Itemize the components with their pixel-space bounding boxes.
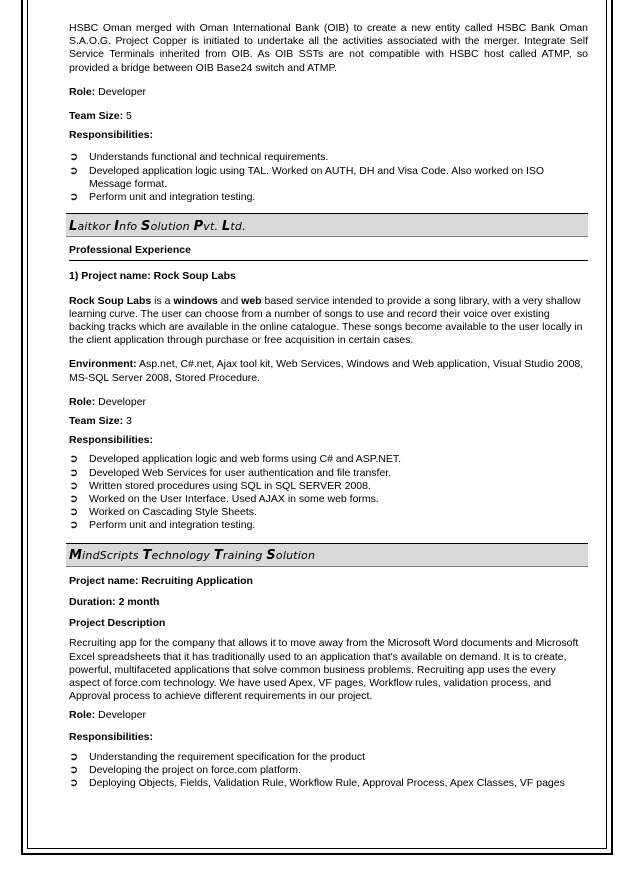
responsibilities-list-2 xyxy=(69,453,588,532)
list-item: ➲ Worked on the User Interface. Used AJAX in some web forms. xyxy=(69,493,379,506)
project-heading-rock-soup: 1) Project name: Rock Soup Labs xyxy=(69,270,236,283)
list-item: ➲ Developing the project on force.com platform. xyxy=(69,763,301,776)
list-item: ➲ Written stored procedures using SQL in SQL SERVER 2008. xyxy=(69,479,371,492)
arrow-bullet-icon: ➲ xyxy=(69,493,79,506)
arrow-bullet-icon: ➲ xyxy=(69,506,79,519)
company-name: Laitkor Info Solution Pvt. Ltd. xyxy=(69,219,246,235)
responsibilities-heading: Responsibilities: xyxy=(69,730,154,743)
intro-paragraph: HSBC Oman merged with Oman International Bank (OIB) to create a new entity called HSBC Bank Oman S.A.O.G. Project Copper is initiated to undertake all the activities associated with the merger. Integrate Self Service Terminals inherited from OIB. As OIB SSTs are not compatible with HSBC host called ATMP, so provided a bridge between OIB Base24 switch and ATMP. xyxy=(69,22,588,74)
company-heading-mindscripts xyxy=(66,543,588,567)
project-description-heading: Project Description xyxy=(69,617,166,630)
team-size-line: Team Size: 5 xyxy=(69,110,132,123)
team-size-line: Team Size: 3 xyxy=(69,415,132,428)
company-name: MindScripts Technology Training Solution xyxy=(69,548,316,564)
list-item: ➲ Understanding the requirement specification for the product xyxy=(69,750,366,763)
role-line: Role: Developer xyxy=(69,395,147,408)
professional-experience-heading: Professional Experience xyxy=(69,244,588,261)
list-item: ➲ Developed Web Services for user authentication and file transfer. xyxy=(69,466,392,479)
responsibilities-list-1 xyxy=(69,151,588,204)
arrow-bullet-icon: ➲ xyxy=(69,479,79,492)
list-item: ➲ Perform unit and integration testing. xyxy=(69,519,256,532)
duration-line: Duration: 2 month xyxy=(69,595,160,608)
list-item: ➲ Developed application logic using TAL. Worked on AUTH, DH and Visa Code. Also worked on ISO Message format. xyxy=(69,164,545,190)
list-item: ➲ Deploying Objects, Fields, Validation Rule, Workflow Rule, Approval Process, Apex Classes, VF pages xyxy=(69,777,565,790)
arrow-bullet-icon: ➲ xyxy=(69,519,79,532)
project-name-recruiting: Project name: Recruiting Application xyxy=(69,574,253,587)
list-item: ➲ Understands functional and technical requirements. xyxy=(69,151,329,164)
list-item: ➲ Perform unit and integration testing. xyxy=(69,191,256,204)
environment-line: Environment: Asp.net, C#.net, Ajax tool kit, Web Services, Windows and Web application, Visual Studio 2008, MS-SQL Server 2008, Stored Procedure. xyxy=(69,358,584,384)
role-line: Role: Developer xyxy=(69,85,147,98)
role-line: Role: Developer xyxy=(69,709,147,722)
arrow-bullet-icon: ➲ xyxy=(69,191,79,204)
arrow-bullet-icon: ➲ xyxy=(69,453,79,466)
arrow-bullet-icon: ➲ xyxy=(69,750,79,763)
responsibilities-heading: Responsibilities: xyxy=(69,434,154,447)
list-item: ➲ Developed application logic and web forms using C# and ASP.NET. xyxy=(69,453,402,466)
arrow-bullet-icon: ➲ xyxy=(69,777,79,790)
responsibilities-heading: Responsibilities: xyxy=(69,129,154,142)
list-item: ➲ Worked on Cascading Style Sheets. xyxy=(69,506,257,519)
arrow-bullet-icon: ➲ xyxy=(69,466,79,479)
arrow-bullet-icon: ➲ xyxy=(69,164,79,177)
project-description: Recruiting app for the company that allows it to move away from the Microsoft Word documents and Microsoft Excel spreadsheets that it has traditionally used to an application that's available on demand. It is to create, powerful, multifaceted applications that solve common business problems. Recruiting app uses the every aspect of force.com technology. We have used Apex, VF pages, Workflow rules, validation process, and Approval process to achieve different requirements in our project. xyxy=(69,637,579,703)
responsibilities-list-3 xyxy=(69,751,588,791)
company-heading-laitkor xyxy=(66,213,588,237)
resume-content xyxy=(69,22,588,790)
arrow-bullet-icon: ➲ xyxy=(69,151,79,164)
arrow-bullet-icon: ➲ xyxy=(69,763,79,776)
project-description: Rock Soup Labs is a windows and web based service intended to provide a song library, with a very shallow learning curve. The user can choose from a number of songs to use and record their voice over existing backing tracks which are available in the online catalogue. These songs become available to the user locally in the client application through purchase or free acquisition in certain cases. xyxy=(69,294,583,347)
